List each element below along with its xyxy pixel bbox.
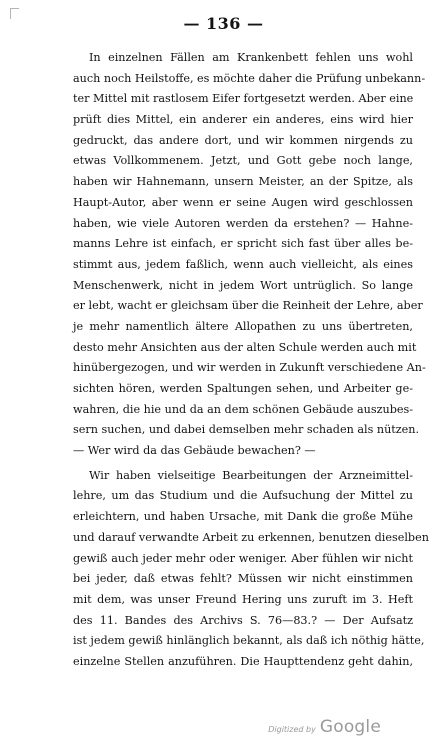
- text-line: haben, wie viele Autoren werden da erstehen? — Hahne-: [73, 216, 413, 230]
- text-line: In einzelnen Fällen am Krankenbett fehlen uns wohl: [89, 51, 413, 64]
- text-line: einzelne Stellen anzuführen. Die Haupttendenz geht dahin,: [73, 654, 413, 668]
- text-line: stimmt aus, jedem faßlich, wenn auch vielleicht, als eines: [73, 257, 413, 271]
- text-line: Wir haben vielseitige Bearbeitungen der Arzneimittel-: [89, 468, 413, 482]
- digitization-watermark: [268, 717, 381, 737]
- text-line: manns Lehre ist einfach, er spricht sich fast über alles be-: [73, 237, 413, 251]
- text-line: desto mehr Ansichten aus der alten Schule werden auch mit: [73, 340, 417, 354]
- text-line: etwas Vollkommenem. Jetzt, und Gott gebe noch lange,: [73, 154, 413, 168]
- paragraph-2: [73, 466, 429, 673]
- text-line: Menschenwerk, nicht in jedem Wort untrüglich. So lange: [73, 278, 413, 292]
- google-logo: Google: [319, 717, 381, 737]
- watermark-prefix: Digitized by: [268, 725, 316, 734]
- text-line: erleichtern, und haben Ursache, mit Dank die große Mühe: [73, 510, 413, 524]
- text-line: hinübergezogen, und wir werden in Zukunft verschiedene An-: [73, 361, 426, 375]
- page-number: — 136 —: [183, 14, 264, 33]
- text-line: haben wir Hahnemann, unsern Meister, an der Spitze, als: [73, 175, 413, 189]
- text-line: Haupt-Autor, aber wenn er seine Augen wird geschlossen: [73, 195, 413, 209]
- text-line: lehre, um das Studium und die Aufsuchung der Mittel zu: [73, 489, 413, 503]
- text-line: auch noch Heilstoffe, es möchte daher die Prüfung unbekann-: [73, 71, 426, 85]
- text-line: sichten hören, werden Spaltungen sehen, und Arbeiter ge-: [73, 382, 413, 395]
- paragraph-1: [73, 48, 426, 462]
- text-line: sern suchen, und dabei demselben mehr schaden als nützen.: [73, 423, 420, 437]
- text-line: je mehr namentlich ältere Allopathen zu uns übertreten,: [73, 319, 413, 333]
- text-line: mit dem, was unser Freund Hering uns zuruft im 3. Heft: [73, 592, 413, 606]
- text-line: gewiß auch jeder mehr oder weniger. Aber fühlen wir nicht: [73, 551, 413, 565]
- text-line: gedruckt, das andere dort, und wir kommen nirgends zu: [73, 133, 413, 147]
- text-line: er lebt, wacht er gleichsam über die Reinheit der Lehre, aber: [73, 299, 423, 313]
- text-line: des 11. Bandes des Archivs S. 76—83.? — Der Aufsatz: [73, 613, 413, 627]
- text-line: bei jeder, daß etwas fehlt? Müssen wir nicht einstimmen: [73, 572, 413, 586]
- text-line: wahren, die hie und da an dem schönen Gebäude auszubes-: [73, 402, 413, 416]
- text-line: ter Mittel mit rastlosem Eifer fortgesetzt werden. Aber eine: [73, 92, 414, 106]
- text-line: — Wer wird da das Gebäude bewachen? —: [73, 444, 316, 458]
- text-line: prüft dies Mittel, ein anderer ein anderes, eins wird hier: [73, 113, 413, 127]
- text-line: und darauf verwandte Arbeit zu erkennen, benutzen dieselben: [73, 530, 429, 544]
- text-line: ist jedem gewiß hinlänglich bekannt, als daß ich nöthig hätte,: [73, 634, 425, 648]
- body-text: [73, 48, 429, 673]
